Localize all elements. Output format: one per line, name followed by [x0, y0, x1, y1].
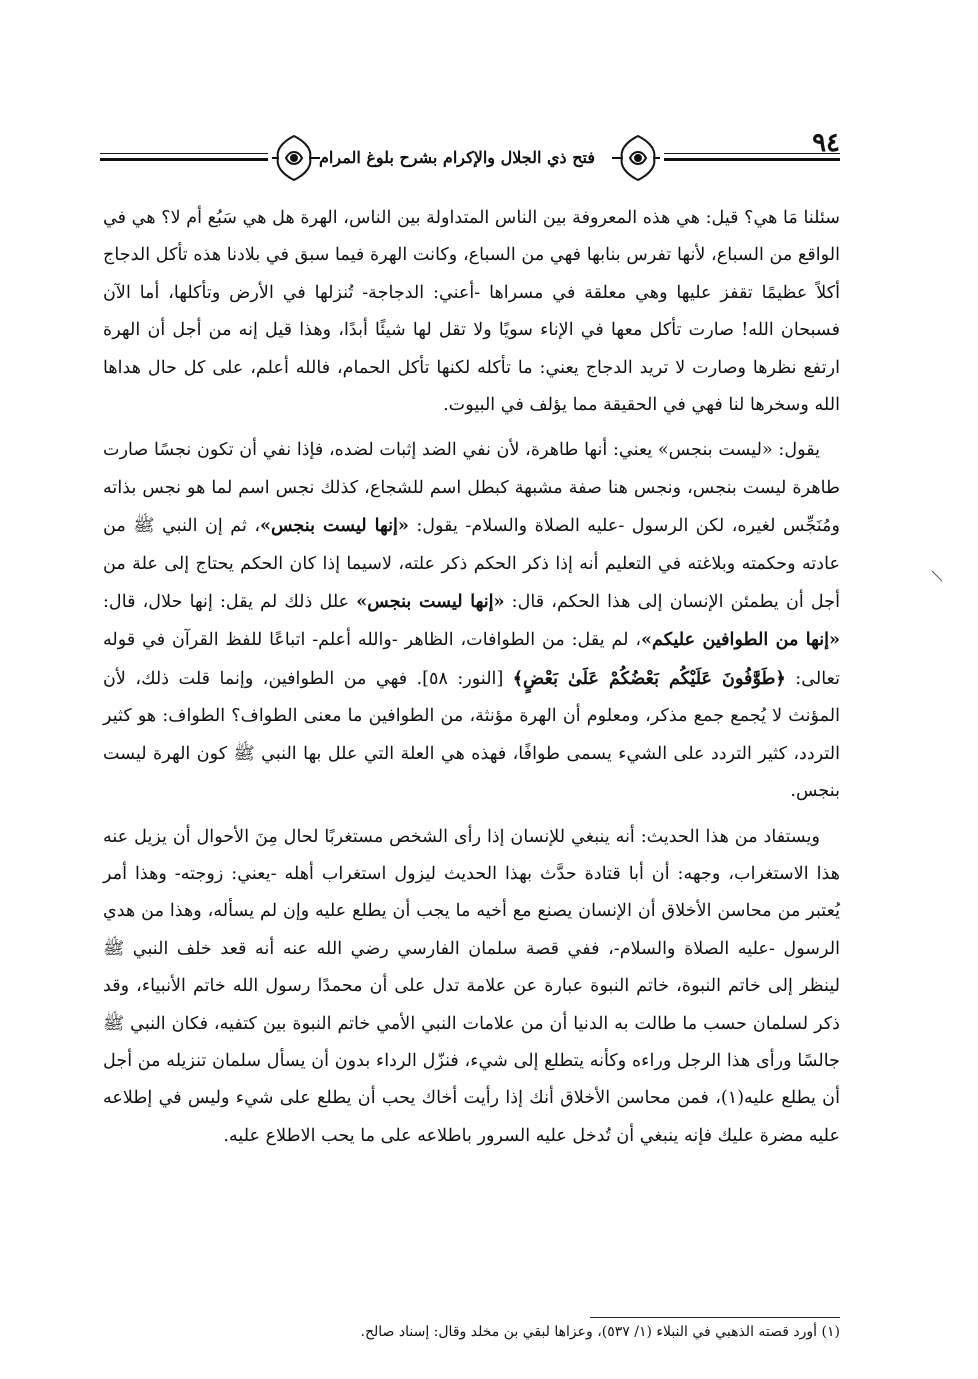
footnote-separator [590, 1317, 840, 1318]
quoted-text: «إنها ليست بنجس» [260, 515, 409, 537]
page-number: ٩٤ [812, 128, 840, 158]
text-segment: [النور: ٥٨]. فهي من الطوافين، وإنما قلت ذلك، لأن المؤنث لا يُجمع جمع مذكر، ومعلوم أن الهرة مؤنثة، من الطوافين ما معنى الطواف؟ الطواف: هو كثير التردد، كثير التردد على الشيء يسمى طوافًا، فهذه هي العلة التي علل بها النبي ﷺ كون الهرة ليست بنجس. [103, 668, 840, 802]
paragraph [103, 819, 840, 1156]
header-rule-left [100, 158, 268, 161]
page-header [100, 118, 840, 188]
text-segment: ويستفاد من هذا الحديث: أنه ينبغي للإنسان إذا رأى الشخص مستغربًا لحال مِنَ الأحوال أن يزيل عنه هذا الاستغراب، وجهه: أن أبا قتادة حدَّث بهذا الحديث ليزول استغراب أهله -يعني: زوجته- وهذا أمر يُعتبر من محاسن الأخلاق أن الإنسان يصنع مع أخيه ما يجب أن يطلع عليه وإن لم يسأله، وهذا من هدي الرسول -عليه الصلاة والسلام-، ففي قصة سلمان الفارسي رضي الله عنه أنه قعد خلف النبي ﷺ لينظر إلى خاتم النبوة، خاتم النبوة عبارة عن علامة تدل على أن محمدًا رسول الله خاتم الأنبياء، وقد ذكر لسلمان حسب ما طالت به الدنيا أن من علامات النبي الأمي خاتم النبوة بين كتفيه، فكان النبي ﷺ جالسًا ورأى هذا الرجل وراءه وكأنه يتطلع إلى شيء، فنزّل الرداء بدون أن يسأل سلمان تنزيله من أجل أن يطلع عليه(١)، فمن محاسن الأخلاق أنك إذا رأيت أخاك يحب أن يطلع على شيء وليس في إطلاعه عليه مضرة عليك فإنه ينبغي أن تُدخل عليه السرور باطلاعه على ما يحب الاطلاع عليه. [103, 826, 840, 1146]
ornament-left-icon [268, 132, 320, 184]
running-title: فتح ذي الجلال والإكرام بشرح بلوغ المرام [319, 148, 595, 167]
header-rule-right [664, 158, 840, 161]
text-segment: علل ذلك لم يقل: إنها حلال، قال: [103, 592, 357, 613]
paragraph [103, 200, 840, 424]
quoted-text: ﴿طَوَّٰفُونَ عَلَيْكُم بَعْضُكُمْ عَلَىٰ بَعْضٍ﴾ [512, 667, 786, 689]
text-segment: سئلنا مَا هي؟ قيل: هي هذه المعروفة بين الناس المتداولة بين الناس، الهرة هل هي سَبُع أم لا؟ هي في الواقع من السباع، لأنها تفرس بنابها فهي من السباع، وكانت الهرة فيما سبق في بلادنا هذه تأكل الدجاج أكلاً عظيمًا تقفز عليها وهي معلقة في مسراها -أعني: الدجاجة- تُنزلها في الأرض وتأكلها، أما الآن فسبحان الله! صارت تأكل معها في الإناء سويًا ولا تقل لها شيئًا أبدًا، وهذا قيل إنه من أجل أن الهرة ارتفع نظرها وصارت لا تريد الدجاج يعني: ما تأكله لكنها تأكل الحمام، فالله أعلم، على كل حال هداها الله وسخرها لنا فهي في الحقيقة مما يؤلف في البيوت. [103, 208, 840, 416]
text-segment: ، ثم إن النبي ﷺ من عادته وحكمته وبلاغته في التعليم أنه إذا ذكر الحكم ذكر علته، لاسيما إذا كان الحكم يحتاج إلى علة من أجل أن يطمئن الإنسان إلى هذا الحكم، قال: [103, 516, 840, 613]
quoted-text: «إنها من الطوافين عليكم» [641, 629, 840, 651]
text-segment: ، لم يقل: من الطوافات، الظاهر -والله أعلم- اتباعًا للفظ القرآن في قوله تعالى: [103, 630, 840, 689]
footnote: (١) أورد قصته الذهبي في النبلاء (١/ ٥٣٧)، وعزاها لبقي بن مخلد وقال: إسناد صالح. [360, 1324, 840, 1340]
paragraph [103, 432, 840, 810]
margin-mark [930, 568, 944, 582]
quoted-text: «إنها ليست بنجس» [356, 591, 505, 613]
main-text [103, 200, 840, 1163]
ornament-right-icon [612, 132, 664, 184]
header-rule-left-thin [100, 153, 268, 154]
text-segment: يقول: «ليست بنجس» يعني: أنها طاهرة، لأن نفي الضد إثبات لضده، فإذا نفي أن تكون نجسًا صارت طاهرة ليست بنجس، ونجس هنا صفة مشبهة كبطل اسم للشجاع، كذلك نجس اسم لما هو نجس بذاته ومُنَجِّس لغيره، لكن الرسول -عليه الصلاة والسلام- يقول: [103, 440, 840, 537]
